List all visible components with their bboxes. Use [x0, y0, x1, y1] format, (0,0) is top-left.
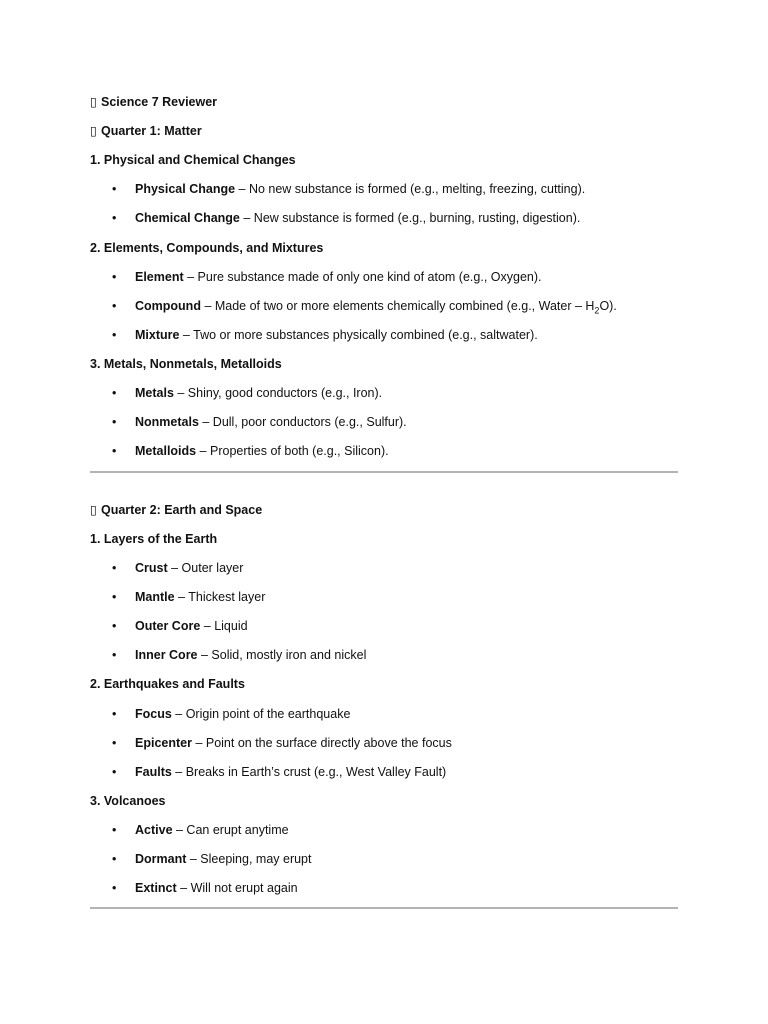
bullet-icon: • [112, 182, 117, 196]
subscript-number: 2 [594, 305, 600, 316]
horizontal-divider [90, 471, 678, 473]
placeholder-glyph-icon: ▯ [90, 95, 97, 109]
list-item-term: Element [135, 270, 184, 284]
bullet-icon: • [112, 328, 117, 342]
section-heading: 3. Volcanoes [90, 794, 166, 808]
list-item-description: – Outer layer [167, 561, 244, 575]
list-item-description: – Will not erupt again [176, 881, 298, 895]
list-item-description: – Pure substance made of only one kind of atom (e.g., Oxygen). [183, 270, 542, 284]
quarter-2-heading [90, 502, 262, 518]
bullet-icon: • [112, 736, 117, 750]
list-item-description: – Two or more substances physically combined (e.g., saltwater). [179, 328, 538, 342]
list-item-term: Inner Core [135, 648, 198, 662]
list-item-term: Focus [135, 707, 172, 721]
bullet-icon: • [112, 590, 117, 604]
bullet-icon: • [112, 299, 117, 313]
list-item-description: – Origin point of the earthquake [171, 707, 351, 721]
quarter-1-heading-text: Quarter 1: Matter [101, 124, 202, 138]
list-item-term: Physical Change [135, 182, 236, 196]
list-item-description-end: O). [599, 299, 617, 313]
list-item-term: Metalloids [135, 444, 197, 458]
list-item-description: – Thickest layer [174, 590, 266, 604]
section-heading: 1. Layers of the Earth [90, 532, 218, 546]
list-item-term: Metals [135, 386, 174, 400]
bullet-icon: • [112, 852, 117, 866]
section-heading: 2. Elements, Compounds, and Mixtures [90, 241, 324, 255]
bullet-icon: • [112, 386, 117, 400]
quarter-2-heading-text: Quarter 2: Earth and Space [101, 503, 263, 517]
list-item-description: – New substance is formed (e.g., burning, rusting, digestion). [239, 211, 581, 225]
bullet-icon: • [112, 619, 117, 633]
bullet-icon: • [112, 415, 117, 429]
list-item-description: – Can erupt anytime [172, 823, 289, 837]
list-item-description: – Breaks in Earth’s crust (e.g., West Valley Fault) [171, 765, 447, 779]
bullet-icon: • [112, 444, 117, 458]
section-heading: 1. Physical and Chemical Changes [90, 153, 296, 167]
bullet-icon: • [112, 823, 117, 837]
list-item-term: Compound [135, 299, 201, 313]
list-item-description: – Dull, poor conductors (e.g., Sulfur). [198, 415, 407, 429]
list-item-term: Outer Core [135, 619, 201, 633]
document-title [90, 94, 217, 110]
bullet-icon: • [112, 561, 117, 575]
placeholder-glyph-icon: ▯ [90, 503, 97, 517]
list-item-term: Mantle [135, 590, 175, 604]
list-item-term: Mixture [135, 328, 180, 342]
bullet-icon: • [112, 707, 117, 721]
section-heading: 2. Earthquakes and Faults [90, 677, 245, 691]
list-item-term: Nonmetals [135, 415, 199, 429]
list-item-description: – Made of two or more elements chemically combined (e.g., Water – H [200, 299, 595, 313]
list-item-term: Faults [135, 765, 172, 779]
list-item-description: – Solid, mostly iron and nickel [197, 648, 367, 662]
list-item-term: Extinct [135, 881, 177, 895]
list-item-term: Crust [135, 561, 168, 575]
list-item-description: – Properties of both (e.g., Silicon). [196, 444, 389, 458]
list-item-description: – Liquid [200, 619, 248, 633]
placeholder-glyph-icon: ▯ [90, 124, 97, 138]
section-heading: 3. Metals, Nonmetals, Metalloids [90, 357, 282, 371]
list-item-description: – Shiny, good conductors (e.g., Iron). [173, 386, 383, 400]
document-title-text: Science 7 Reviewer [101, 95, 218, 109]
horizontal-divider [90, 907, 678, 909]
list-item-description: – Sleeping, may erupt [186, 852, 312, 866]
list-item-term: Epicenter [135, 736, 192, 750]
list-item-description: – Point on the surface directly above the focus [191, 736, 452, 750]
list-item-description: – No new substance is formed (e.g., melting, freezing, cutting). [235, 182, 586, 196]
bullet-icon: • [112, 881, 117, 895]
bullet-icon: • [112, 270, 117, 284]
list-item-term: Dormant [135, 852, 187, 866]
list-item-term: Active [135, 823, 173, 837]
list-item-term: Chemical Change [135, 211, 240, 225]
bullet-icon: • [112, 765, 117, 779]
bullet-icon: • [112, 648, 117, 662]
bullet-icon: • [112, 211, 117, 225]
quarter-1-heading [90, 123, 202, 139]
